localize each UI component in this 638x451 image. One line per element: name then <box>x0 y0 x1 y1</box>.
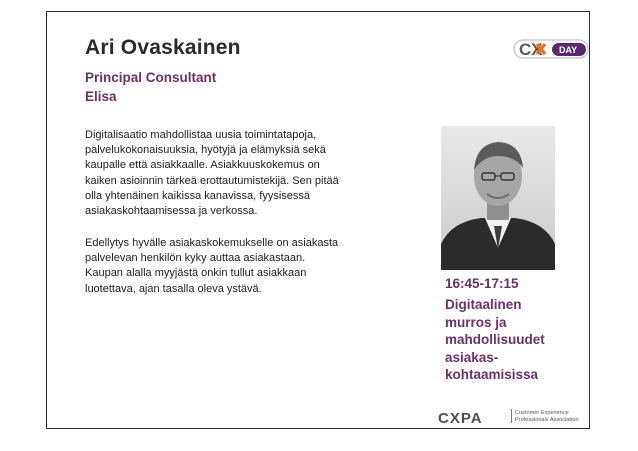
speaker-name: Ari Ovaskainen <box>85 36 241 59</box>
speaker-photo <box>441 126 555 270</box>
bio-paragraph-2: Edellytys hyvälle asiakaskokemukselle on asiakasta palvelevan henkilön kyky auttaa asiakastaan. Kaupan alalla myyjästä onkin tullut asiakkaan luotettava, ajan tasalla oleva ystävä. <box>85 237 339 295</box>
cxpa-logo-divider <box>511 409 512 423</box>
speaker-company: Elisa <box>85 89 117 104</box>
speaker-title: Principal Consultant <box>85 70 217 85</box>
bio-paragraph-1: Digitalisaatio mahdollistaa uusia toimintatapoja, palvelukokonaisuuksia, hyötyjä ja elämyksiä sekä kaupalle että asiakkaalle. Asiakkuuskokemus on kaiken asioinnin tärkeä erottautumistekijä. Sen pitää olla yhtenäinen kaikissa kanavissa, fyysisessä asiakaskohtaamisessa ja verkossa. <box>85 129 339 218</box>
session-topic: Digitaalinen murros ja mahdollisuudet asiakas- kohtaamisissa <box>445 297 545 382</box>
cxday-logo-cx: CX <box>519 40 543 59</box>
cxpa-logo-tagline: Customer Experience Professionals Association <box>515 410 579 423</box>
cxday-logo <box>513 38 589 60</box>
session-time: 16:45-17:15 <box>445 276 519 291</box>
cxpa-logo <box>437 407 509 427</box>
cxday-logo-day: DAY <box>559 45 578 55</box>
cxpa-logo-mark: CXPA <box>438 410 483 427</box>
slide <box>46 11 590 429</box>
